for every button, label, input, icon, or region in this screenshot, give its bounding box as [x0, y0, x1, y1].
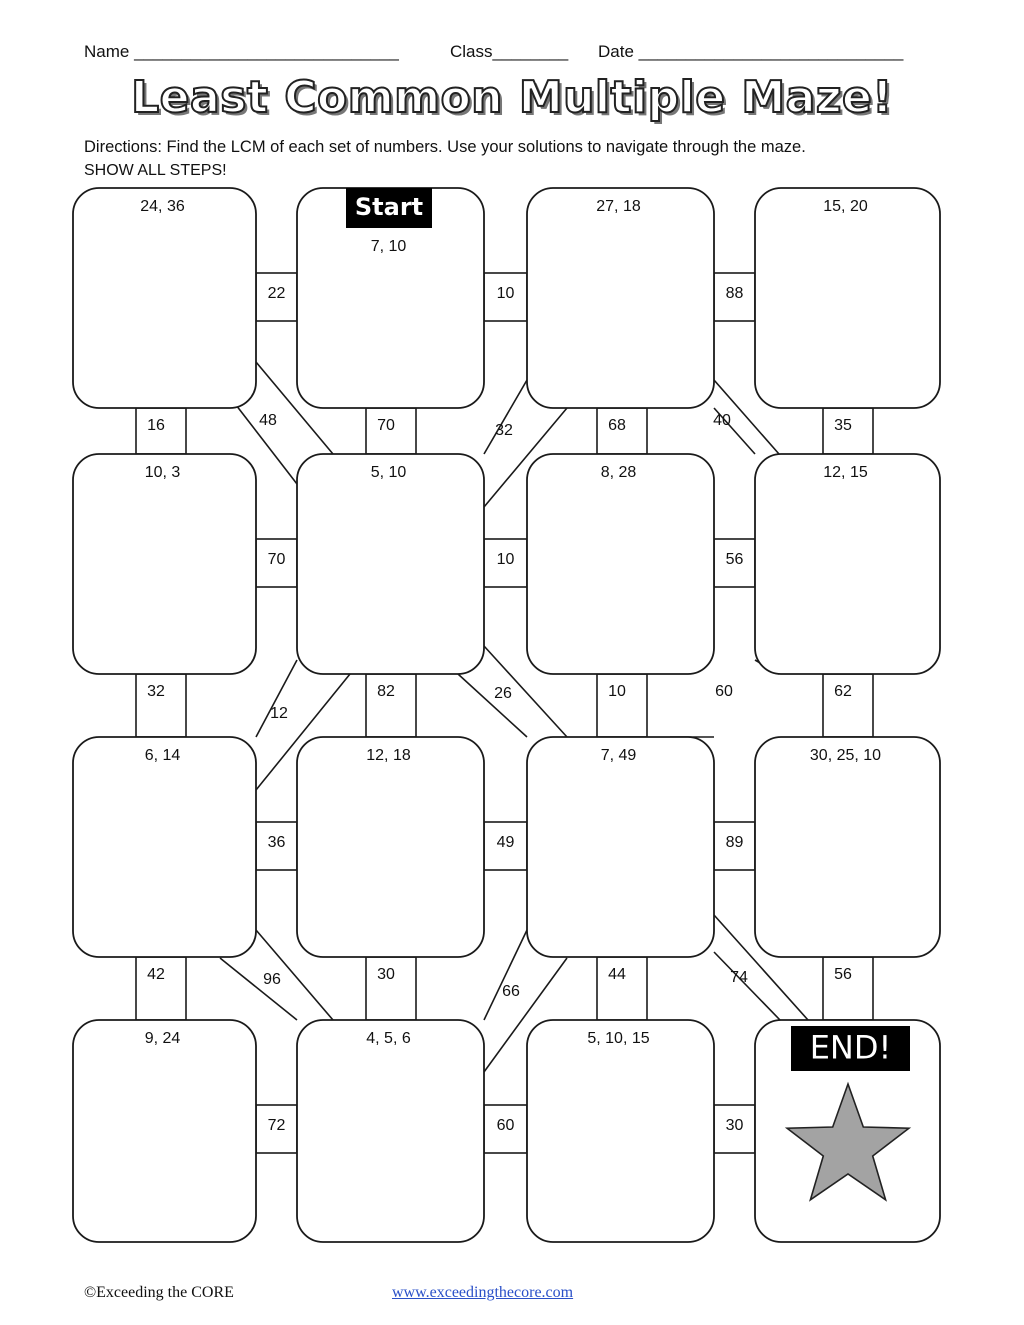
maze-box-numbers: 24, 36: [140, 198, 185, 216]
maze-box: [73, 1020, 256, 1242]
maze-box-numbers: 27, 18: [596, 198, 641, 216]
maze-box-numbers: 9, 24: [144, 1030, 181, 1048]
maze-box: [73, 188, 256, 408]
date-field-label: Date ____________________________: [598, 42, 904, 61]
maze-box-numbers: 7, 49: [600, 747, 637, 765]
maze-box-numbers: 30, 25, 10: [809, 747, 882, 765]
horizontal-connector-value: 10: [496, 285, 515, 303]
maze-box: [527, 737, 714, 957]
end-label: END!: [809, 1028, 892, 1067]
maze-box: [527, 188, 714, 408]
maze-box-numbers: 12, 15: [823, 464, 868, 482]
vertical-connector-value: 10: [608, 683, 626, 701]
footer-link[interactable]: www.exceedingthecore.com: [392, 1284, 574, 1301]
directions-label: Directions:: [84, 138, 162, 156]
vertical-connector-value: 68: [608, 417, 626, 435]
horizontal-connector-value: 88: [725, 285, 744, 303]
footer-copyright: ©Exceeding the CORE: [84, 1284, 234, 1301]
diagonal-connector-value: 74: [730, 969, 748, 987]
maze-box: [73, 737, 256, 957]
horizontal-connector-value: 10: [496, 551, 515, 569]
maze-box-numbers: 5, 10, 15: [587, 1030, 650, 1048]
maze-box: [527, 1020, 714, 1242]
maze-box-numbers: 4, 5, 6: [366, 1030, 411, 1048]
maze-box: [297, 737, 484, 957]
diagonal-connector-value: 66: [502, 983, 520, 1001]
maze-box-numbers: 10, 3: [144, 464, 181, 482]
vertical-connector-value: 62: [834, 683, 852, 701]
maze-box-numbers: 6, 14: [144, 747, 181, 765]
class-field-label: Class________: [450, 42, 569, 61]
start-label: Start: [354, 193, 424, 221]
maze-box: [73, 454, 256, 674]
diagonal-connector-value: 60: [715, 683, 733, 701]
maze-box: [297, 1020, 484, 1242]
maze-box-numbers: 12, 18: [366, 747, 411, 765]
maze-box-numbers: 15, 20: [823, 198, 868, 216]
horizontal-connector-value: 56: [725, 551, 744, 569]
diagonal-connector-value: 12: [270, 705, 288, 723]
vertical-connector-value: 32: [147, 683, 165, 701]
diagonal-connector-value: 48: [259, 412, 277, 430]
vertical-connector-value: 70: [377, 417, 395, 435]
vertical-connector-value: 30: [377, 966, 395, 984]
horizontal-connector-value: 36: [267, 834, 286, 852]
horizontal-connector-value: 49: [496, 834, 515, 852]
vertical-connector-value: 44: [608, 966, 626, 984]
diagonal-connector-value: 96: [263, 971, 281, 989]
directions-text: Find the LCM of each set of numbers. Use your solutions to navigate through the maze.: [161, 138, 806, 156]
vertical-connector-value: 16: [147, 417, 165, 435]
maze-box: [297, 454, 484, 674]
maze-box: [527, 454, 714, 674]
maze-box-numbers: 7, 10: [370, 238, 407, 256]
horizontal-connector-value: 70: [267, 551, 286, 569]
horizontal-connector-value: 60: [496, 1117, 515, 1135]
horizontal-connector-value: 22: [267, 285, 286, 303]
maze-box: [755, 188, 940, 408]
diagonal-connector-value: 26: [494, 685, 512, 703]
horizontal-connector-value: 89: [725, 834, 744, 852]
show-steps-note: SHOW ALL STEPS!: [84, 162, 227, 179]
maze-box-numbers: 5, 10: [370, 464, 407, 482]
horizontal-connector-value: 72: [267, 1117, 286, 1135]
vertical-connector-value: 35: [834, 417, 852, 435]
page-title: Least Common Multiple Maze!: [131, 72, 893, 123]
diagonal-connector-value: 40: [713, 412, 731, 430]
maze-box: [755, 454, 940, 674]
vertical-connector-value: 42: [147, 966, 165, 984]
maze-box-numbers: 8, 28: [600, 464, 637, 482]
maze-box: [755, 737, 940, 957]
vertical-connector-value: 82: [377, 683, 395, 701]
diagonal-connector-value: 32: [495, 422, 513, 440]
name-field-label: Name ____________________________: [84, 42, 399, 61]
horizontal-connector-value: 30: [725, 1117, 744, 1135]
vertical-connector-value: 56: [834, 966, 852, 984]
